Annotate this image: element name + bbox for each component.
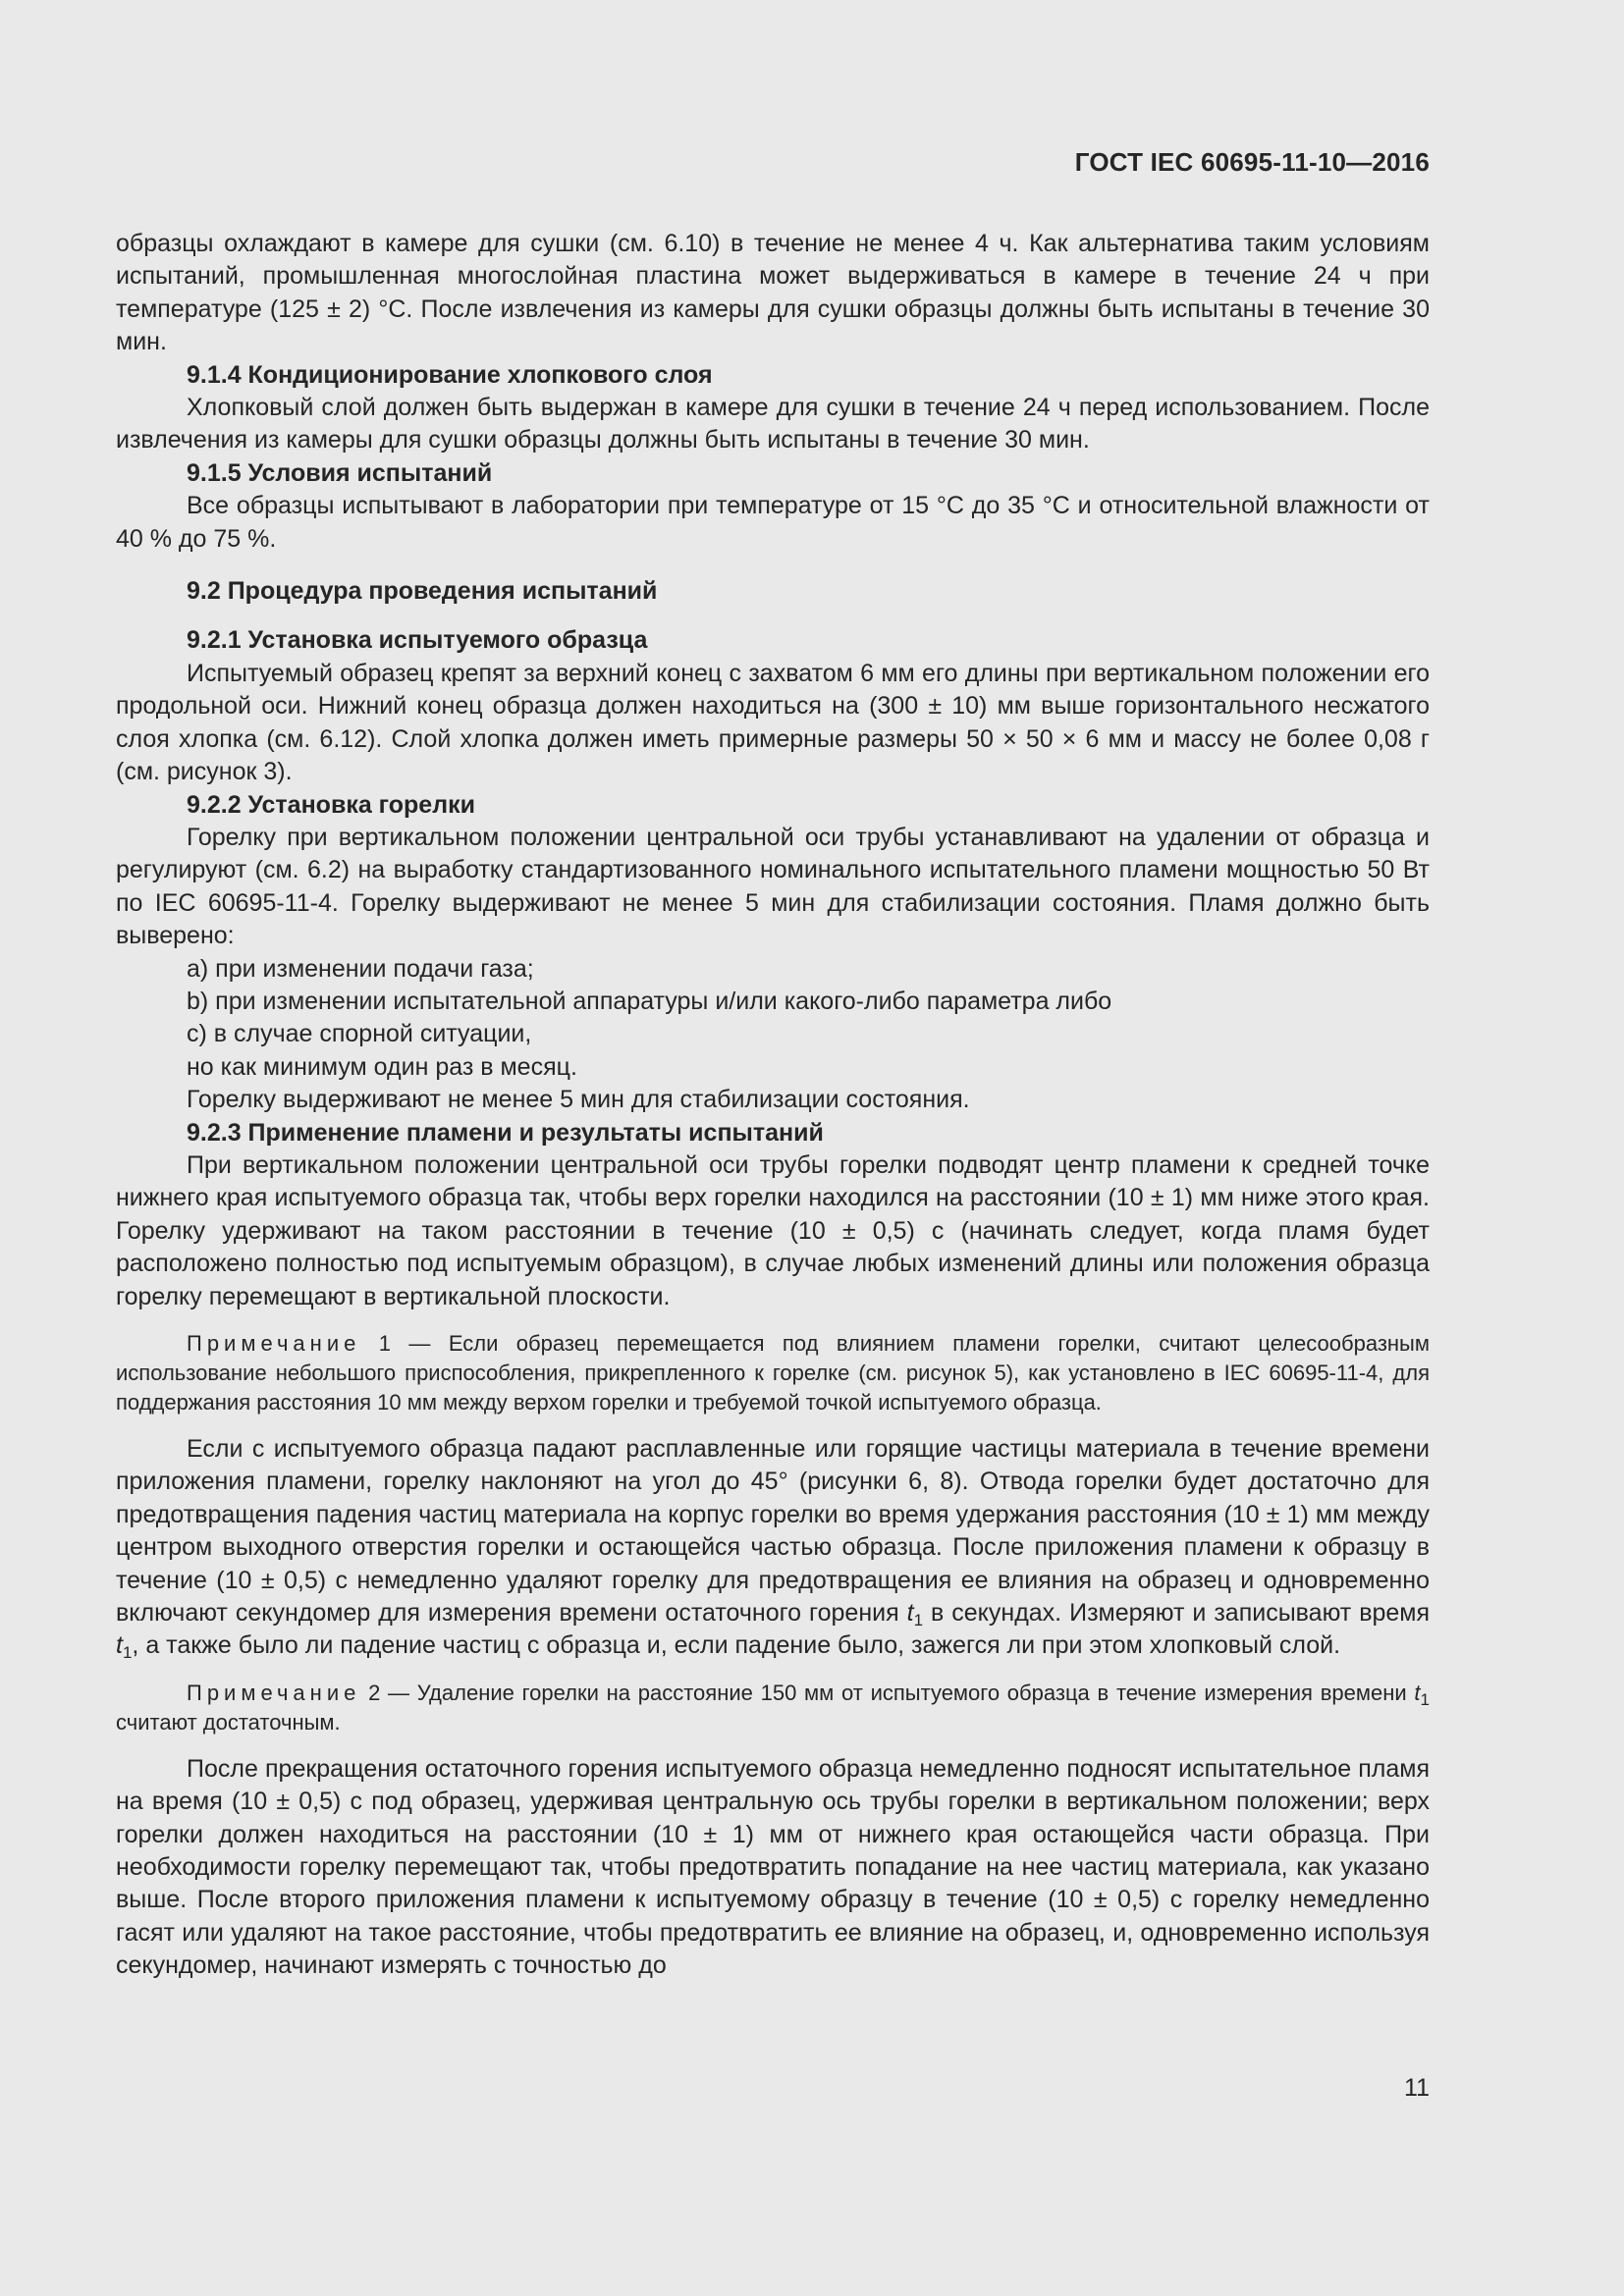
t1-symbol: t (906, 1599, 914, 1628)
heading-9-2-3: 9.2.3 Применение пламени и результаты испытаний (187, 1118, 824, 1147)
note-label: Примечание (187, 1331, 361, 1356)
paragraph-9-1-4: Хлопковый слой должен быть выдержан в камере для сушки в течение 24 ч перед использованием. После извлечения из камеры для сушки образцы должны быть испытаны в течение 30 мин. (116, 394, 1430, 454)
note-2 (116, 1679, 1430, 1737)
list-item: c) в случае спорной ситуации, (187, 1020, 532, 1048)
text-run: Если с испытуемого образца падают расплавленные или горящие частицы материала в течение времени приложения пламени, горелку наклоняют на угол до 45° (рисунки 6, 8). Отвода горелки будет достаточно для предотвращения падения частиц материала на корпус горелки во время удержания расстояния (10 ± 1) мм между центром выходного отверстия горелки и остающейся частью образца. После приложения пламени к образцу в течение (10 ± 0,5) с немедленно удаляют горелку для предотвращения ее влияния на образец и одновременно включают секундомер для измерения времени остаточного горения (116, 1435, 1430, 1628)
note-1 (116, 1329, 1430, 1417)
list-continuation: но как минимум один раз в месяц. (187, 1052, 577, 1081)
paragraph-9-1-5: Все образцы испытывают в лаборатории при температуре от 15 °С до 35 °С и относительной влажности от 40 % до 75 %. (116, 492, 1430, 553)
heading-9-2-1: 9.2.1 Установка испытуемого образца (187, 626, 648, 655)
text-run: , а также было ли падение частиц с образца и, если падение было, зажегся ли при этом хлопковый слой. (132, 1631, 1341, 1660)
paragraph-continued: образцы охлаждают в камере для сушки (см. 6.10) в течение не менее 4 ч. Как альтернатива таким условиям испытаний, промышленная многослойная пластина может выдерживаться в камере в течение 24 ч при температуре (125 ± 2) °С. После извлечения из камеры для сушки образцы должны быть испытаны в течение 30 мин. (116, 230, 1430, 356)
note-label: Примечание (187, 1680, 361, 1705)
t1-subscript: 1 (1420, 1689, 1430, 1709)
text-run: считают достаточным. (116, 1709, 341, 1735)
t1-subscript: 1 (913, 1611, 924, 1630)
note-1-text: 1 — Если образец перемещается под влиянием пламени горелки, считают целесообразным использование небольшого приспособления, прикрепленного к горелке (см. рисунок 5), как установлено в IEC 60695-11-4, для поддержания расстояния 10 мм между верхом горелки и требуемой точкой испытуемого образца. (116, 1331, 1430, 1415)
paragraph-dropping-particles (116, 1433, 1430, 1663)
paragraph-second-application: После прекращения остаточного горения испытуемого образца немедленно подносят испытательное пламя на время (10 ± 0,5) с под образец, удерживая центральную ось трубы горелки в вертикальном положении; верх горелки должен находиться на расстоянии (10 ± 1) мм от нижнего края остающейся части образца. При необходимости горелку перемещают так, чтобы предотвратить попадание на нее частиц материала, как указано выше. После второго приложения пламени к испытуемому образцу в течение (10 ± 0,5) с горелку немедленно гасят или удаляют на такое расстояние, чтобы предотвратить ее влияние на образец, и, одновременно используя секундомер, начинают измерять с точностью до (116, 1754, 1430, 1980)
paragraph-9-2-1: Испытуемый образец крепят за верхний конец с захватом 6 мм его длины при вертикальном положении его продольной оси. Нижний конец образца должен находиться на (300 ± 10) мм выше горизонтального несжатого слоя хлопка (см. 6.12). Слой хлопка должен иметь примерные размеры 50 × 50 × 6 мм и массу не более 0,08 г (см. рисунок 3). (116, 659, 1430, 786)
heading-9-1-4: 9.1.4 Кондиционирование хлопкового слоя (187, 360, 713, 389)
heading-9-2: 9.2 Процедура проведения испытаний (187, 577, 658, 606)
paragraph-9-2-2: Горелку при вертикальном положении центральной оси трубы устанавливают на удалении от образца и регулируют (см. 6.2) на выработку стандартизованного номинального испытательного пламени мощностью 50 Вт по IEC 60695-11-4. Горелку выдерживают не менее 5 мин для стабилизации состояния. Пламя должно быть выверено: (116, 823, 1430, 950)
page-number: 11 (1404, 2074, 1430, 2102)
list-item: b) при изменении испытательной аппаратуры и/или какого-либо параметра либо (187, 987, 1112, 1015)
paragraph-stabilization: Горелку выдерживают не менее 5 мин для стабилизации состояния. (187, 1086, 970, 1114)
heading-9-1-5: 9.1.5 Условия испытаний (187, 458, 493, 487)
standard-header: ГОСТ IEC 60695-11-10—2016 (1074, 147, 1430, 177)
list-item: a) при изменении подачи газа; (187, 954, 534, 983)
document-body (116, 228, 1430, 1983)
heading-9-2-2: 9.2.2 Установка горелки (187, 790, 475, 819)
t1-subscript: 1 (122, 1643, 133, 1663)
paragraph-9-2-3: При вертикальном положении центральной оси трубы горелки подводят центр пламени к средней точке нижнего края испытуемого образца так, чтобы верх горелки находился на расстоянии (10 ± 1) мм ниже этого края. Горелку удерживают на таком расстоянии в течение (10 ± 0,5) с (начинать следует, когда пламя будет расположено полностью под испытуемым образцом), в случае любых изменений длины или положения образца горелку перемещают в вертикальной плоскости. (116, 1150, 1430, 1310)
text-run: 2 — Удаление горелки на расстояние 150 мм от испытуемого образца в течение измерения времени (360, 1680, 1415, 1705)
t1-symbol: t (1414, 1680, 1421, 1705)
t1-symbol: t (116, 1631, 123, 1660)
text-run: в секундах. Измеряют и записывают время (923, 1599, 1431, 1628)
